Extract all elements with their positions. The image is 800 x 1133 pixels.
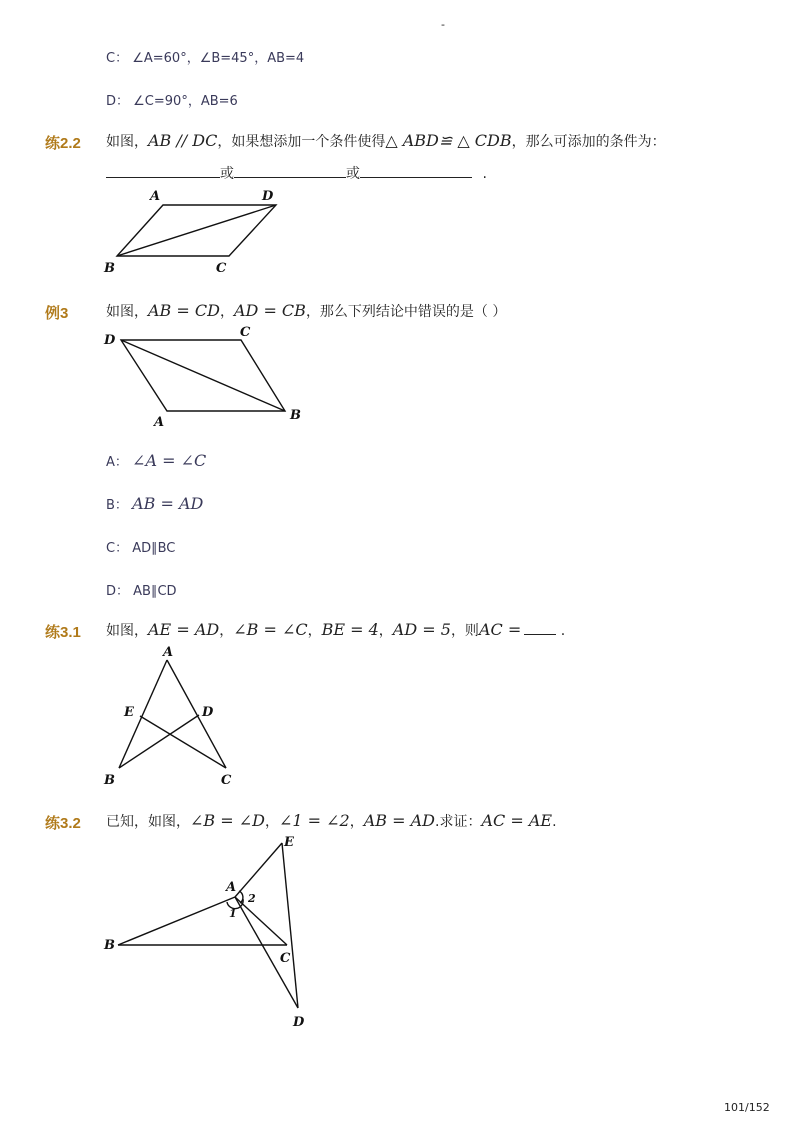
or-text: 或 [346, 166, 360, 182]
option-label: D： [106, 584, 130, 599]
vertex-label-d: D [262, 189, 274, 204]
vertex-label-b: B [104, 938, 115, 953]
q-text: .求证： [435, 814, 482, 830]
option-d-text: ∠C=90°，AB=6 [133, 94, 238, 109]
q-text: 已知，如图， [106, 814, 190, 830]
q-text: ，则 [450, 623, 479, 639]
option-label: C： [106, 541, 129, 556]
q-math: BE = 4 [321, 620, 379, 639]
q-text: ，那么下列结论中错误的是（ ） [305, 304, 507, 320]
or-text: 或 [220, 166, 234, 182]
q-math: AD = CB [233, 301, 306, 320]
vertex-label-c: C [280, 951, 291, 966]
vertex-label-a: A [150, 189, 161, 204]
exercise-3-1-label: 练3.1 [45, 624, 81, 641]
page-number: 101/152 [724, 1101, 770, 1114]
end-period: . [560, 623, 566, 639]
q-text: ，那么可添加的条件为： [511, 134, 666, 150]
vertex-label-c: C [216, 261, 227, 276]
q-math: AB // DC [148, 131, 218, 150]
q-text: ， [307, 623, 322, 639]
q-math: AC = [478, 620, 522, 639]
q-text: 如图， [106, 304, 148, 320]
option-text: AD∥BC [132, 541, 176, 556]
option-c-label: C： [106, 51, 129, 66]
option-c-text: ∠A=60°，∠B=45°，AB=4 [132, 51, 305, 66]
angle-label-2: 2 [248, 892, 256, 905]
vertex-label-c: C [240, 325, 251, 340]
q-text: ，如果想添加一个条件使得 [217, 134, 386, 150]
vertex-label-d: D [104, 333, 116, 348]
vertex-label-d: D [202, 705, 214, 720]
q-math: ∠1 = ∠2 [278, 811, 350, 830]
q-text: ， [378, 623, 393, 639]
exercise-2-2-label: 练2.2 [45, 135, 81, 152]
q-text: ， [219, 304, 234, 320]
q-math: AB = CD [148, 301, 220, 320]
option-d-label: D： [106, 94, 130, 109]
vertex-label-b: B [104, 773, 115, 788]
vertex-label-c: C [221, 773, 232, 788]
option-label: A： [106, 455, 128, 470]
vertex-label-a: A [154, 415, 165, 430]
angle-label-1: 1 [229, 907, 237, 920]
vertex-label-e: E [124, 705, 134, 720]
vertex-label-b: B [104, 261, 115, 276]
q-math: AC = AE [481, 811, 553, 830]
q-text: ， [264, 814, 279, 830]
example-3-label: 例3 [45, 305, 69, 322]
option-text: AB∥CD [133, 584, 177, 599]
option-label: B： [106, 498, 128, 513]
vertex-label-a: A [226, 880, 237, 895]
q-math: AD = 5 [392, 620, 451, 639]
vertex-label-a: A [163, 645, 174, 660]
vertex-label-b: B [290, 408, 301, 423]
q-text: 如图， [106, 623, 148, 639]
q-text: 如图， [106, 134, 148, 150]
vertex-label-e: E [284, 835, 294, 850]
option-text: ∠A = ∠C [132, 451, 207, 470]
q-text: ， [349, 814, 364, 830]
q-text: . [552, 814, 557, 830]
q-math: ∠B = ∠C [233, 620, 308, 639]
option-text: AB = AD [132, 494, 204, 513]
vertex-label-d: D [293, 1015, 305, 1030]
q-math: AE = AD [148, 620, 220, 639]
exercise-3-2-label: 练3.2 [45, 815, 81, 832]
end-period: . [482, 166, 487, 182]
header-mark: - [441, 18, 445, 31]
segment-ba [118, 897, 235, 945]
q-text: ， [219, 623, 234, 639]
q-math: AB = AD [363, 811, 436, 830]
segment-ae [235, 843, 282, 897]
q-math: ∠B = ∠D [190, 811, 265, 830]
q-math: △ ABD≌ △ CDB [385, 131, 512, 150]
